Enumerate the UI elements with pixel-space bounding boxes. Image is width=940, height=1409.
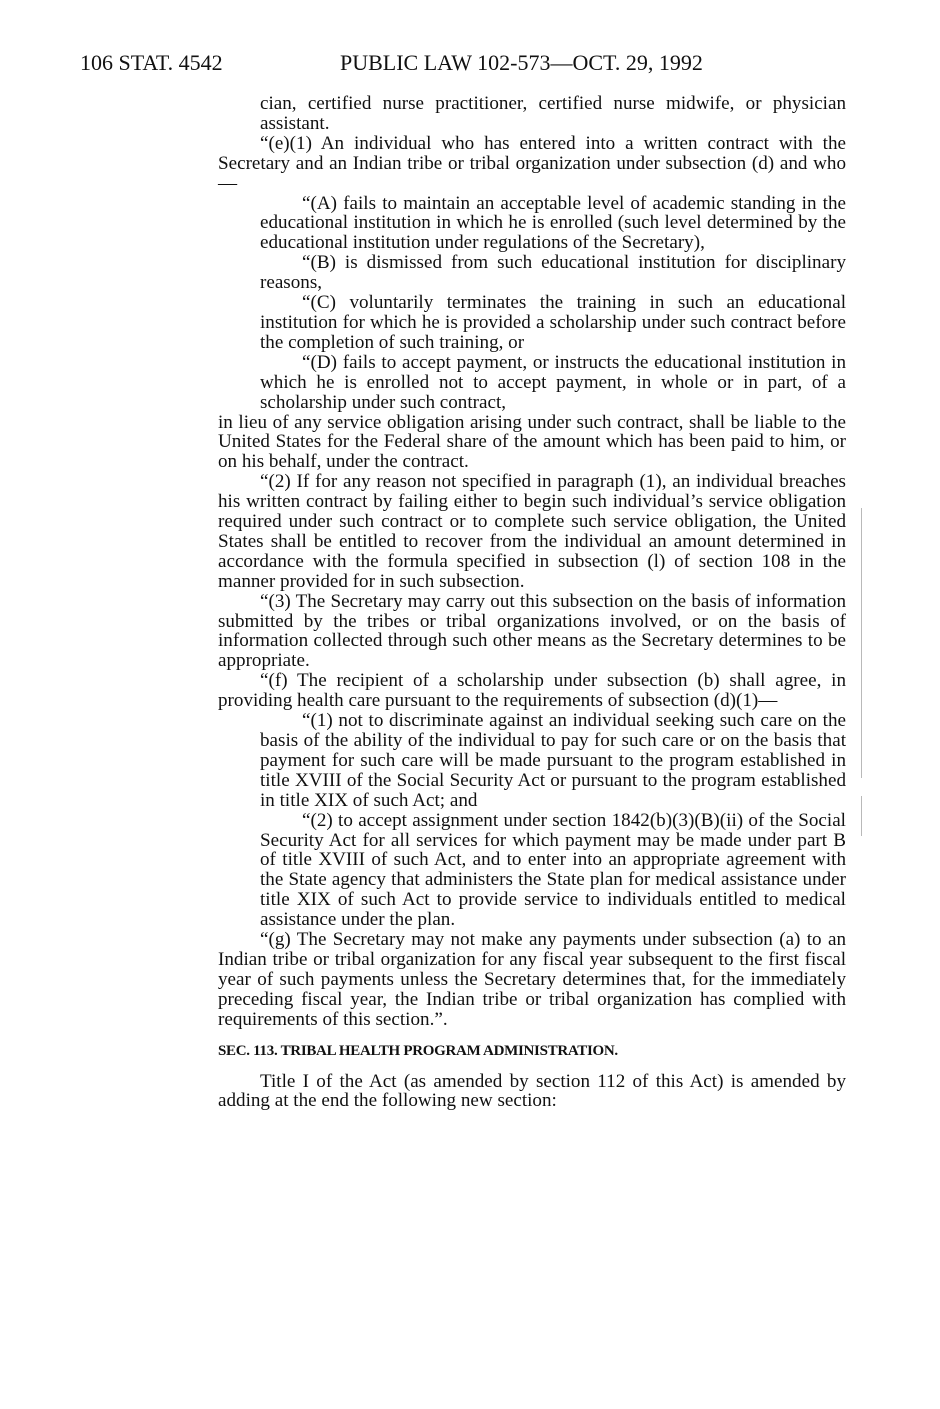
clause-A: “(A) fails to maintain an acceptable level of academic standing in the educational institution in which he is enrolled (such level determined by the educational institution under regulations of the Secretary), bbox=[260, 192, 846, 254]
clause-B: “(B) is dismissed from such educational institution for disciplinary reasons, bbox=[260, 252, 846, 294]
item-f1: “(1) not to discriminate against an individual seeking such care on the basis of the ability of the individual to pay for such care or on the basis that payment for such care will be made pursuant to the program established in title XVIII of the Social Security Act or pursuant to the program established in title XIX of such Act; and bbox=[260, 710, 846, 811]
page-header bbox=[80, 52, 860, 84]
margin-change-bar bbox=[861, 796, 862, 836]
margin-change-bar bbox=[861, 508, 862, 778]
paragraph-e3: “(3) The Secretary may carry out this subsection on the basis of information submitted by the tribes or tribal organizations involved, or on the basis of information collected through such other means as the Secretary determines to be appropriate. bbox=[218, 590, 846, 672]
paragraph-e1: “(e)(1) An individual who has entered into a written contract with the Secretary and an Indian tribe or tribal organization under subsection (d) and who— bbox=[218, 132, 846, 194]
paragraph-e2: “(2) If for any reason not specified in paragraph (1), an individual breaches his written contract by failing either to begin such individual’s service obligation required under such contract or to complete such service obligation, the United States shall be entitled to recover from the individual an amount determined in accordance with the formula specified in subsection (l) of section 108 in the manner provided for in such subsection. bbox=[218, 471, 846, 592]
clause-C: “(C) voluntarily terminates the training in such an educational institution for which he is provided a scholarship under such contract before the completion of such training, or bbox=[260, 292, 846, 353]
section-body: Title I of the Act (as amended by section 112 of this Act) is amended by adding at the end the following new section: bbox=[218, 1070, 846, 1112]
paragraph-f: “(f) The recipient of a scholarship under subsection (b) shall agree, in providing health care pursuant to the requirements of subsection (d)(1)— bbox=[218, 670, 846, 712]
paragraph-continuation: cian, certified nurse practitioner, certified nurse midwife, or physician assistant. bbox=[260, 93, 846, 134]
clause-D: “(D) fails to accept payment, or instructs the educational institution in which he is enrolled not to accept payment, in whole or in part, of a scholarship under such contract, bbox=[260, 351, 846, 413]
public-law-title: PUBLIC LAW 102-573—OCT. 29, 1992 bbox=[340, 50, 703, 75]
body-text bbox=[218, 94, 846, 1111]
paragraph-g: “(g) The Secretary may not make any payments under subsection (a) to an Indian tribe or tribal organization for any fiscal year subsequent to the first fiscal year of such payments unless the Secretary determines that, for the immediately preceding fiscal year, the Indian tribe or tribal organization has complied with requirements of this section.”. bbox=[218, 929, 846, 1030]
stat-page-number: 106 STAT. 4542 bbox=[80, 50, 223, 75]
section-heading: SEC. 113. TRIBAL HEALTH PROGRAM ADMINISTRATION. bbox=[218, 1042, 618, 1059]
item-f2: “(2) to accept assignment under section 1842(b)(3)(B)(ii) of the Social Security Act for all services for which payment may be made under part B of title XVIII of such Act, and to enter into an appropriate agreement with the State agency that administers the State plan for medical assistance under title XIX of such Act to provide service to individuals entitled to medical assistance under the plan. bbox=[260, 809, 846, 931]
paragraph-e1-continuation: in lieu of any service obligation arising under such contract, shall be liable to the United States for the Federal share of the amount which has been paid to him, or on his behalf, under the contract. bbox=[218, 411, 846, 473]
